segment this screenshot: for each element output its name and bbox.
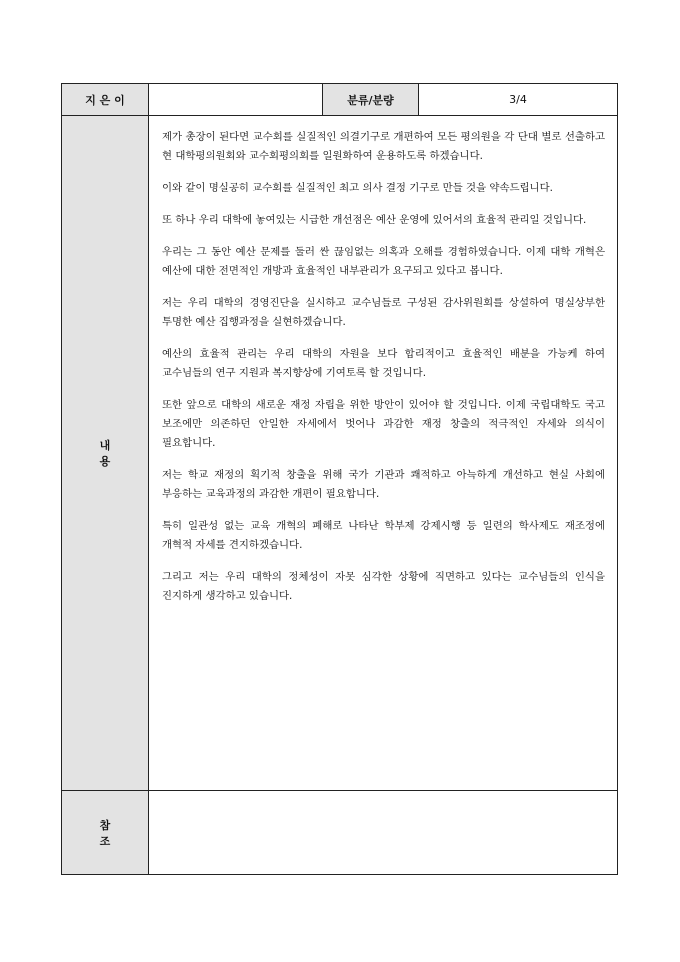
- content-paragraph: 또한 앞으로 대학의 새로운 재정 자립을 위한 방안이 있어야 할 것입니다. 이제 국립대학도 국고 보조에만 의존하던 안일한 자세에서 벗어나 과감한 재정 창출의 적극적인 자세와 의식이 필요합니다.: [162, 399, 605, 449]
- content-paragraph: 그리고 저는 우리 대학의 정체성이 자못 심각한 상황에 직면하고 있다는 교수님들의 인식을 진지하게 생각하고 있습니다.: [162, 571, 605, 602]
- page-value: 3/4: [419, 84, 618, 116]
- category-label: 분류/분량: [323, 84, 419, 116]
- reference-label: 참 조: [62, 791, 149, 875]
- content-body: [149, 116, 618, 791]
- content-paragraph: 저는 우리 대학의 경영진단을 실시하고 교수님들로 구성된 감사위원회를 상설하여 명실상부한 투명한 예산 집행과정을 실현하겠습니다.: [162, 297, 605, 328]
- header-row: [62, 84, 618, 116]
- author-label: 지 은 이: [62, 84, 149, 116]
- content-paragraph: 우리는 그 동안 예산 문제를 둘러 싼 끊임없는 의혹과 오해를 경험하였습니다. 이제 대학 개혁은 예산에 대한 전면적인 개방과 효율적인 내부관리가 요구되고 있다고 봅니다.: [162, 246, 605, 277]
- content-label: 내 용: [62, 116, 149, 791]
- content-paragraph: 이와 같이 명실공히 교수회를 실질적인 최고 의사 결정 기구로 만들 것을 약속드립니다.: [162, 182, 553, 194]
- document-form-table: [61, 83, 618, 875]
- content-paragraph: 제가 총장이 된다면 교수회를 실질적인 의결기구로 개편하여 모든 평의원을 각 단대 별로 선출하고 현 대학평의원회와 교수회평의회를 일원화하여 운용하도록 하겠습니다.: [162, 131, 605, 162]
- content-paragraph: 특히 일관성 없는 교육 개혁의 폐해로 나타난 학부제 강제시행 등 일련의 학사제도 재조정에 개혁적 자세를 견지하겠습니다.: [162, 520, 605, 551]
- reference-row: [62, 791, 618, 875]
- author-value: [149, 84, 323, 116]
- content-paragraph: 저는 학교 재정의 획기적 창출을 위해 국가 기관과 쾌적하고 아늑하게 개선하고 현실 사회에 부응하는 교육과정의 과감한 개편이 필요합니다.: [162, 469, 605, 500]
- content-paragraph: 또 하나 우리 대학에 놓여있는 시급한 개선점은 예산 운영에 있어서의 효율적 관리일 것입니다.: [162, 214, 587, 226]
- content-paragraph: 예산의 효율적 관리는 우리 대학의 자원을 보다 합리적이고 효율적인 배분을 가능케 하여 교수님들의 연구 지원과 복지향상에 기여토록 할 것입니다.: [162, 348, 605, 379]
- content-row: [62, 116, 618, 791]
- reference-value: [149, 791, 618, 875]
